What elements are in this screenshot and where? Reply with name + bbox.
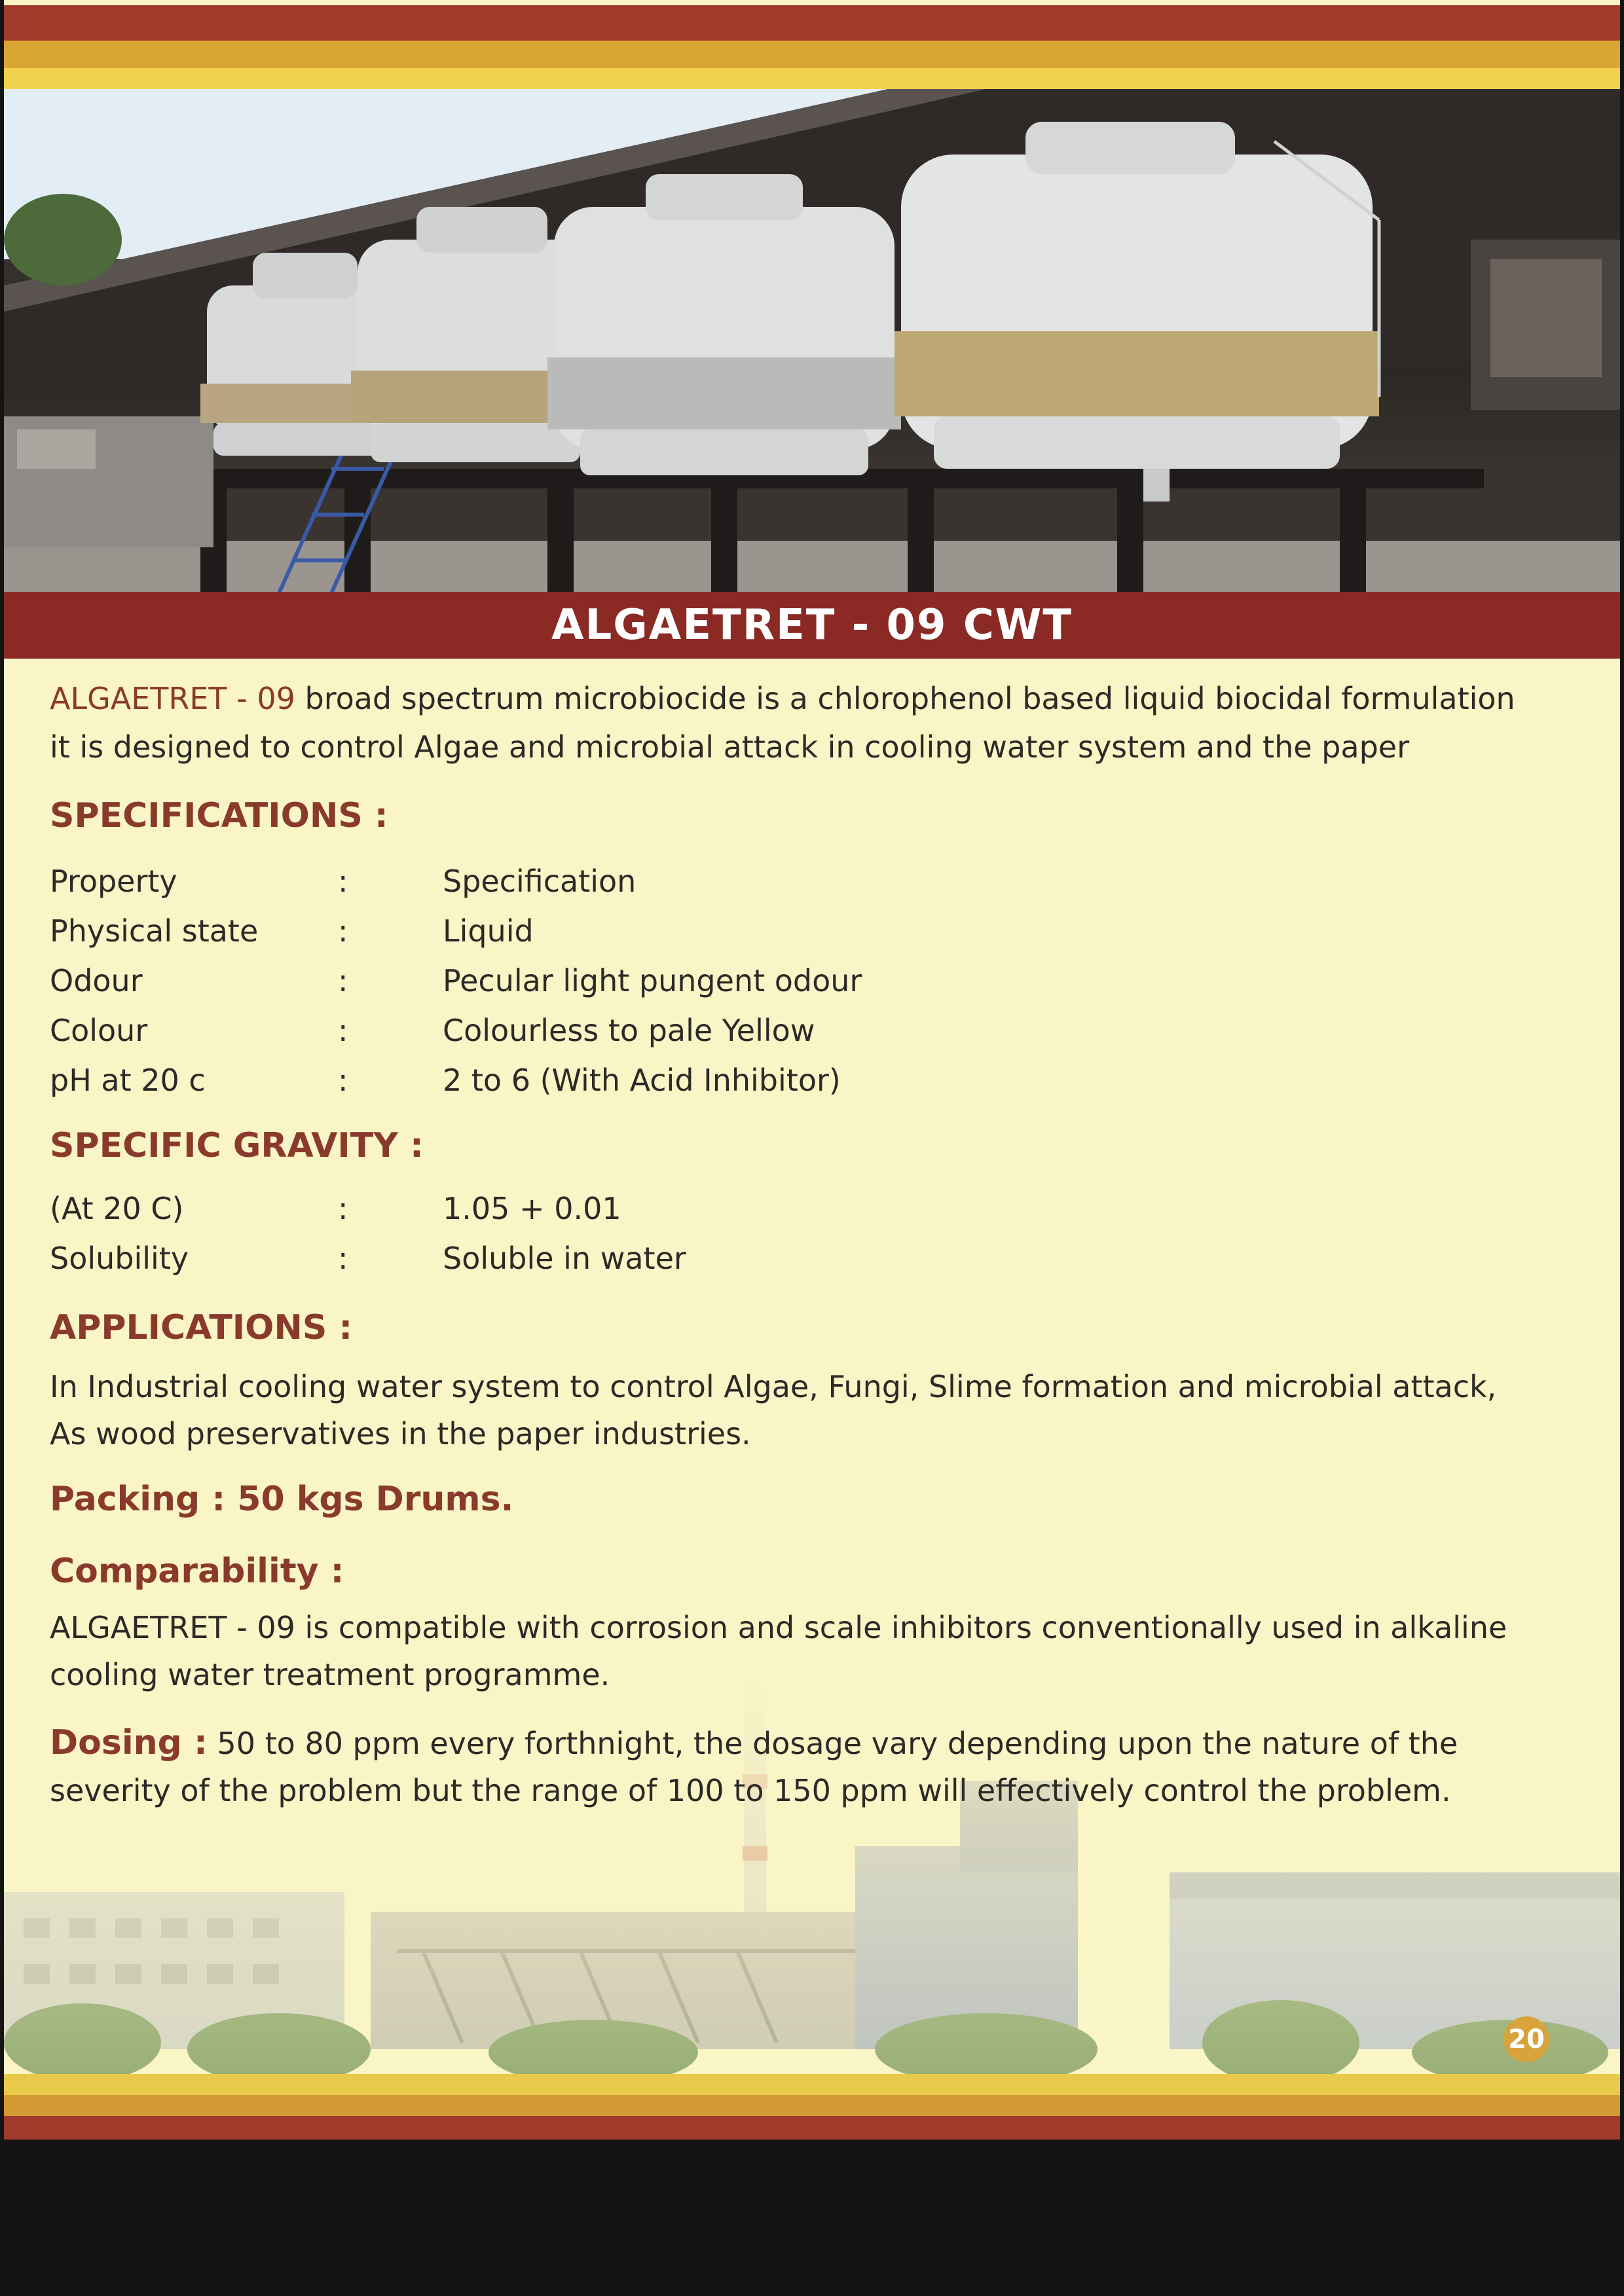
spec-value: Colourless to pale Yellow <box>443 1013 815 1048</box>
spec-property: Property <box>50 864 177 899</box>
gravity-property: Solubility <box>50 1241 189 1276</box>
intro-text: broad spectrum microbiocide is a chlorophenol based liquid biocidal formulation <box>295 681 1515 716</box>
dosing-line-2: severity of the problem but the range of 100 to 150 ppm will effectively control the problem. <box>50 1773 1451 1808</box>
intro-line-1 <box>50 674 1556 723</box>
spec-separator: : <box>338 864 348 899</box>
spec-separator: : <box>338 913 348 949</box>
spec-row <box>50 906 1228 956</box>
spec-row <box>50 956 1228 1006</box>
applications-line-2: As wood preservatives in the paper industries. <box>50 1416 751 1451</box>
spec-property: Colour <box>50 1013 148 1048</box>
dosing-line-1-rest: 50 to 80 ppm every forthnight, the dosage vary depending upon the nature of the <box>207 1726 1458 1761</box>
top-stripe-light-gold <box>4 68 1620 89</box>
top-stripe-red <box>4 5 1620 46</box>
gravity-property: (At 20 C) <box>50 1191 184 1226</box>
gravity-separator: : <box>338 1191 348 1226</box>
spec-row <box>50 1055 1228 1105</box>
page-number-badge: 20 <box>1504 2016 1549 2062</box>
dosing-heading: Dosing : <box>50 1723 208 1762</box>
dosing-line-1 <box>50 1719 1556 1767</box>
spec-property: pH at 20 c <box>50 1063 206 1098</box>
comparability-line-2: cooling water treatment programme. <box>50 1657 610 1692</box>
bottom-stripe-gold <box>4 2074 1620 2095</box>
bottom-stripe-orange <box>4 2095 1620 2116</box>
spec-separator: : <box>338 1013 348 1048</box>
cooling-towers-illustration <box>4 89 1620 593</box>
page-title: ALGAETRET - 09 CWT <box>551 601 1073 649</box>
spec-row <box>50 1006 1228 1055</box>
intro-paragraph <box>50 674 1556 771</box>
comparability-line-1: ALGAETRET - 09 is compatible with corrosion and scale inhibitors conventionally used in alkaline <box>50 1610 1507 1645</box>
spec-property: Odour <box>50 963 143 998</box>
brochure-page <box>4 0 1620 2140</box>
bottom-stripe-red <box>4 2116 1620 2140</box>
gravity-value: Soluble in water <box>443 1241 686 1276</box>
spec-separator: : <box>338 963 348 998</box>
comparability-text <box>50 1604 1556 1698</box>
gravity-row <box>50 1184 1228 1233</box>
spec-row <box>50 856 1228 906</box>
applications-line-1: In Industrial cooling water system to control Algae, Fungi, Slime formation and microbial attack, <box>50 1369 1497 1404</box>
intro-line-2: it is designed to control Algae and microbial attack in cooling water system and the paper <box>50 729 1409 765</box>
applications-text <box>50 1363 1556 1457</box>
cooling-towers-photo <box>4 89 1620 593</box>
title-banner <box>4 592 1620 659</box>
packing-heading: Packing : 50 kgs Drums. <box>50 1480 514 1519</box>
gravity-separator: : <box>338 1241 348 1276</box>
gravity-row <box>50 1233 1228 1283</box>
gravity-value: 1.05 + 0.01 <box>443 1191 621 1226</box>
spec-value: Pecular light pungent odour <box>443 963 862 998</box>
spec-separator: : <box>338 1063 348 1098</box>
specifications-heading: SPECIFICATIONS : <box>50 796 388 835</box>
applications-heading: APPLICATIONS : <box>50 1308 353 1347</box>
comparability-heading: Comparability : <box>50 1552 344 1591</box>
spec-property: Physical state <box>50 913 259 949</box>
specific-gravity-heading: SPECIFIC GRAVITY : <box>50 1126 424 1165</box>
spec-value: 2 to 6 (With Acid Inhibitor) <box>443 1063 841 1098</box>
dosing-text <box>50 1719 1556 1814</box>
spec-value: Liquid <box>443 913 534 949</box>
spec-value: Specification <box>443 864 637 899</box>
brand-name: ALGAETRET - 09 <box>50 681 295 716</box>
